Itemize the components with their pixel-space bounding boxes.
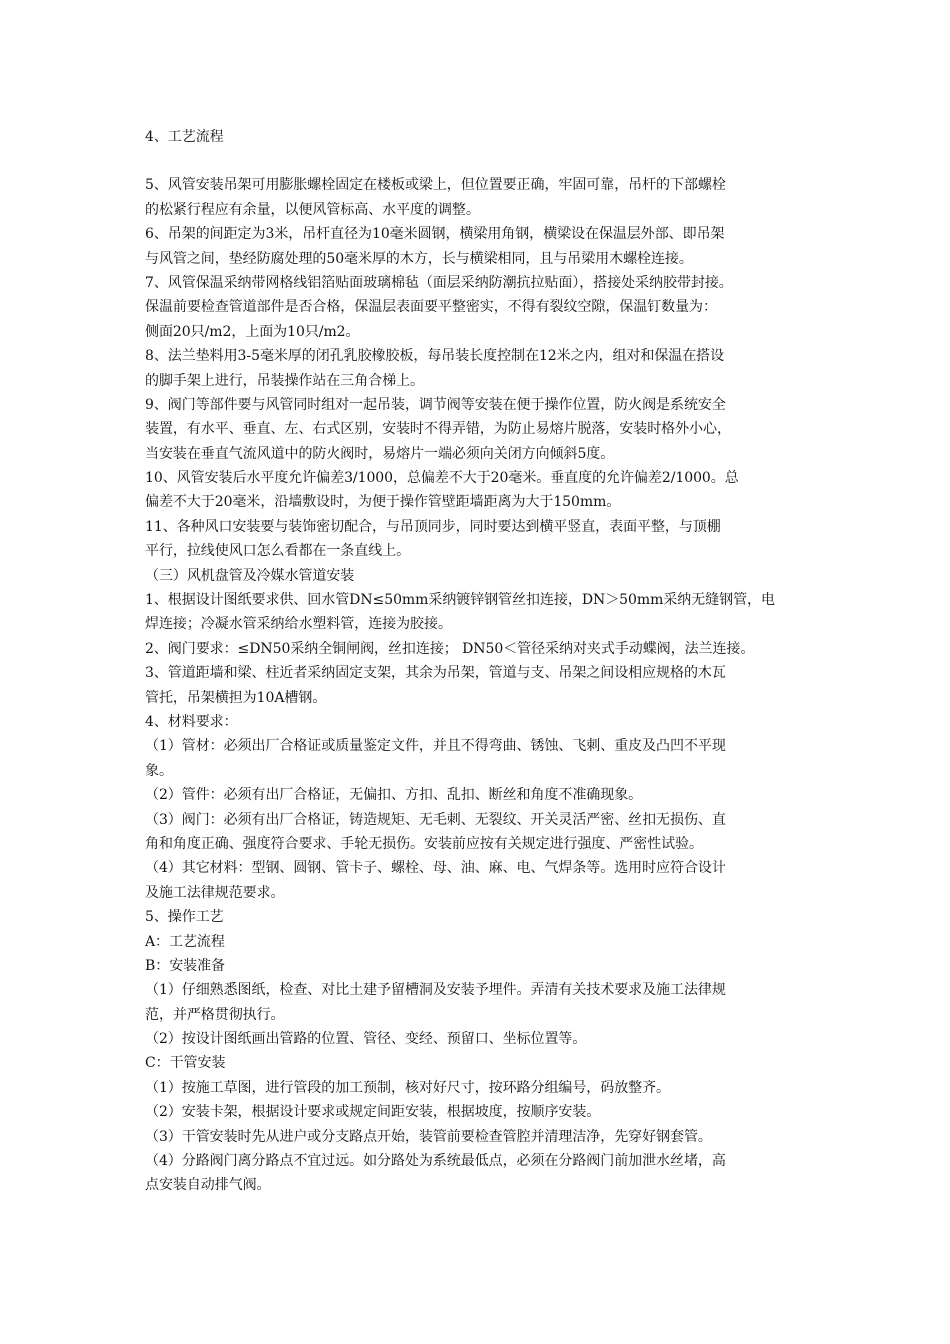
document-body [145, 125, 805, 1198]
text-line: C：干管安装 [145, 1055, 226, 1072]
text-line: （1）仔细熟悉图纸，检查、对比土建予留槽洞及安装予埋件。弄清有关技术要求及施工法律规 [145, 982, 726, 999]
text-line: 当安装在垂直气流风道中的防火阀时，易熔片一端必须向关闭方向倾斜5度。 [145, 445, 615, 462]
text-line: 的松紧行程应有余量，以便风管标高、水平度的调整。 [145, 201, 480, 218]
section-heading: 4、工艺流程 [145, 129, 224, 145]
text-line: （三）风机盘管及冷媒水管道安装 [145, 567, 355, 584]
blank-line [145, 149, 805, 173]
text-line: 焊连接；冷凝水管采纳给水塑料管，连接为胶接。 [145, 616, 452, 633]
text-line: 偏差不大于20毫米，沿墙敷设时，为便于操作管壁距墙距离为大于150mm。 [145, 494, 621, 511]
text-line: 平行，拉线使风口怎么看都在一条直线上。 [145, 543, 411, 560]
text-line: 5、操作工艺 [145, 909, 224, 926]
text-line: 7、风管保温采纳带网格线铝箔贴面玻璃棉毡（面层采纳防潮抗拉贴面），搭接处采纳胶带封接。 [145, 274, 733, 291]
text-line: 侧面20只/m2，上面为10只/m2。 [145, 323, 360, 340]
text-line: （4）其它材料：型钢、圆钢、管卡子、螺栓、母、油、麻、电、气焊条等。选用时应符合设计 [145, 860, 726, 877]
text-line: 的脚手架上进行，吊装操作站在三角合梯上。 [145, 372, 424, 389]
text-line: 1、根据设计图纸要求供、回水管DN≤50mm采纳镀锌钢管丝扣连接，DN＞50mm采纳无缝钢管，电 [145, 592, 775, 609]
text-line: 11、各种风口安装要与装饰密切配合，与吊顶同步，同时要达到横平竖直，表面平整，与顶棚 [145, 518, 721, 535]
text-line: 3、管道距墙和梁、柱近者采纳固定支架，其余为吊架，管道与支、吊架之间设相应规格的木瓦 [145, 665, 726, 682]
text-line: A：工艺流程 [145, 933, 225, 950]
text-line: 6、吊架的间距定为3米，吊杆直径为10毫米圆钢，横梁用角钢，横梁设在保温层外部、即吊架 [145, 226, 725, 243]
text-line: （3）干管安装时先从进户或分支路点开始，装管前要检查管腔并清理洁净，先穿好钢套管。 [145, 1128, 712, 1145]
text-line: 8、法兰垫料用3-5毫米厚的闭孔乳胶橡胶板，每吊装长度控制在12米之内，组对和保温在搭设 [145, 348, 725, 365]
text-line: 9、阀门等部件要与风管同时组对一起吊装，调节阀等安装在便于操作位置，防火阀是系统安全 [145, 396, 726, 413]
text-line: 范，并严格贯彻执行。 [145, 1006, 285, 1023]
text-line: 2、阀门要求：≤DN50采纳全铜闸阀，丝扣连接； DN50＜管径采纳对夹式手动蝶阀，法兰连接。 [145, 640, 755, 657]
text-line: 与风管之间，垫经防腐处理的50毫米厚的木方，长与横梁相同，且与吊梁用木螺栓连接。 [145, 250, 693, 267]
text-line: 保温前要检查管道部件是否合格，保温层表面要平整密实，不得有裂纹空隙，保温钉数量为： [145, 299, 717, 316]
text-line: 象。 [145, 762, 173, 779]
text-line: 装置，有水平、垂直、左、右式区别，安装时不得弄错，为防止易熔片脱落，安装时格外小心， [145, 421, 731, 438]
text-line: B：安装准备 [145, 957, 225, 974]
text-line: 5、风管安装吊架可用膨胀螺栓固定在楼板或梁上，但位置要正确，牢固可靠，吊杆的下部螺栓 [145, 177, 726, 194]
text-line: （1）管材：必须出厂合格证或质量鉴定文件，并且不得弯曲、锈蚀、飞刺、重皮及凸凹不平现 [145, 738, 726, 755]
text-line: 及施工法律规范要求。 [145, 884, 285, 901]
text-line: 10、风管安装后水平度允许偏差3/1000，总偏差不大于20毫米。垂直度的允许偏差2/1000。总 [145, 470, 739, 487]
text-line: 角和角度正确、强度符合要求、手轮无损伤。安装前应按有关规定进行强度、严密性试验。 [145, 835, 703, 852]
text-line: 管托，吊架横担为10A槽钢。 [145, 689, 327, 706]
text-line: （2）按设计图纸画出管路的位置、管径、变经、预留口、坐标位置等。 [145, 1031, 587, 1048]
text-line: （4）分路阀门离分路点不宜过远。如分路处为系统最低点，必须在分路阀门前加泄水丝堵，高 [145, 1153, 726, 1170]
text-line: （1）按施工草图，进行管段的加工预制，核对好尺寸，按环路分组编号，码放整齐。 [145, 1079, 671, 1096]
text-line: （3）阀门：必须有出厂合格证，铸造规矩、无毛刺、无裂纹、开关灵活严密、丝扣无损伤、直 [145, 811, 726, 828]
text-line: （2）管件：必须有出厂合格证，无偏扣、方扣、乱扣、断丝和角度不准确现象。 [145, 787, 643, 804]
paragraph-lines [145, 173, 805, 1197]
text-line: 点安装自动排气阀。 [145, 1177, 271, 1194]
text-line: （2）安装卡架，根据设计要求或规定间距安装，根据坡度，按顺序安装。 [145, 1104, 601, 1121]
text-line: 4、材料要求： [145, 713, 238, 730]
